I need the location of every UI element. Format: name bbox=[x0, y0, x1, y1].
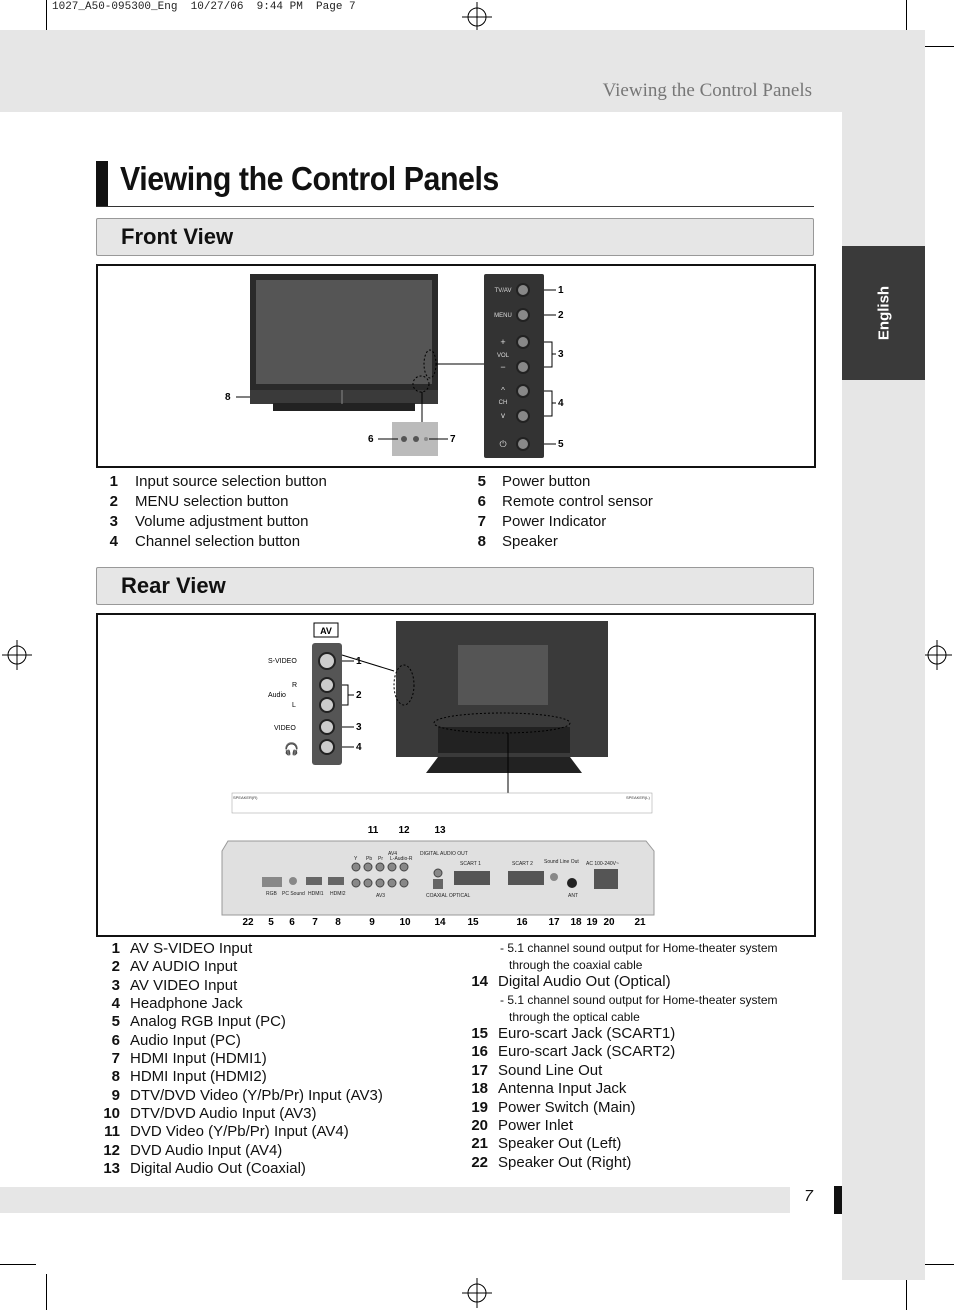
front-view-figure bbox=[96, 264, 816, 468]
tv-front-drawing bbox=[250, 274, 438, 411]
optical-note-line2: through the optical cable bbox=[509, 1010, 640, 1024]
front-callout-2: 2 bbox=[558, 310, 564, 321]
panel-label-laudior: L-Audio-R bbox=[390, 856, 413, 862]
panel-label-ant: ANT bbox=[568, 893, 578, 899]
rear-callout-1: 1 bbox=[356, 656, 362, 667]
running-header: Viewing the Control Panels bbox=[602, 80, 812, 101]
rear-callout-16: 16 bbox=[516, 917, 528, 928]
panel-label-av4: AV4 bbox=[388, 851, 398, 857]
rear-callout-17: 17 bbox=[548, 917, 560, 928]
av-box-label: AV bbox=[320, 626, 332, 636]
coaxial-note-line1: - 5.1 channel sound output for Home-theater system bbox=[500, 941, 778, 955]
headphone-icon: 🎧 bbox=[284, 742, 299, 756]
footer-band bbox=[0, 1187, 790, 1213]
registration-mark bbox=[2, 640, 32, 670]
svg-text:SPEAKER(L): SPEAKER(L) bbox=[626, 795, 650, 800]
page-title: Viewing the Control Panels bbox=[120, 160, 499, 197]
av-label-r: R bbox=[292, 682, 298, 689]
front-callout-8: 8 bbox=[225, 392, 231, 403]
av-label-l: L bbox=[292, 702, 296, 709]
rear-callout-3: 3 bbox=[356, 722, 362, 733]
front-view-header bbox=[96, 218, 814, 256]
panel-label-pcsound: PC Sound bbox=[282, 891, 305, 897]
panel-label-tvav: TV/AV bbox=[494, 288, 512, 294]
front-callout-4: 4 bbox=[558, 398, 564, 409]
rear-view-figure bbox=[96, 613, 816, 937]
rear-callout-13: 13 bbox=[434, 825, 446, 836]
rear-callout-12: 12 bbox=[398, 825, 410, 836]
panel-label-menu: MENU bbox=[494, 313, 512, 319]
rear-callout-11: 11 bbox=[367, 825, 379, 836]
panel-label-y: Y bbox=[354, 856, 358, 862]
panel-label-sound: Sound Line Out bbox=[544, 859, 579, 865]
panel-label-ac: AC 100-240V~ bbox=[586, 861, 619, 867]
panel-label-hdmi2: HDMI2 bbox=[330, 891, 346, 897]
panel-label-ch: CH bbox=[498, 400, 508, 406]
side-strip bbox=[842, 30, 925, 1280]
rear-view-header bbox=[96, 567, 814, 605]
panel-label-coaxial: COAXIAL OPTICAL bbox=[426, 893, 471, 899]
registration-mark bbox=[922, 640, 952, 670]
tv-rear-drawing bbox=[396, 621, 608, 773]
av-label-video: VIDEO bbox=[274, 725, 296, 732]
rear-callout-4: 4 bbox=[356, 742, 362, 753]
title-rule bbox=[96, 206, 814, 207]
rear-view-illustration bbox=[98, 615, 814, 935]
registration-mark bbox=[462, 2, 492, 32]
panel-label-scart2: SCART 2 bbox=[512, 861, 533, 867]
panel-label-down: v bbox=[501, 411, 505, 420]
panel-label-plus: + bbox=[500, 337, 506, 347]
title-bar-marker bbox=[96, 161, 108, 207]
panel-label-digital: DIGITAL AUDIO OUT bbox=[420, 851, 468, 857]
rear-callout-9: 9 bbox=[369, 917, 375, 928]
panel-label-up: ^ bbox=[501, 386, 505, 395]
front-callout-7: 7 bbox=[450, 434, 456, 445]
front-view-heading: Front View bbox=[121, 224, 234, 249]
rear-callout-8: 8 bbox=[335, 917, 341, 928]
rear-callout-6: 6 bbox=[289, 917, 295, 928]
front-callout-1: 1 bbox=[558, 285, 564, 296]
rear-callout-7: 7 bbox=[312, 917, 318, 928]
crop-mark bbox=[0, 1264, 36, 1265]
front-view-illustration bbox=[98, 266, 814, 466]
rear-callout-22: 22 bbox=[242, 917, 254, 928]
av-label-audio: Audio bbox=[268, 692, 286, 699]
registration-mark bbox=[462, 1278, 492, 1308]
crop-mark bbox=[46, 1274, 47, 1310]
rear-callout-10: 10 bbox=[399, 917, 411, 928]
rear-callout-19: 19 bbox=[586, 917, 598, 928]
panel-label-minus: − bbox=[500, 362, 506, 372]
panel-label-hdmi1: HDMI1 bbox=[308, 891, 324, 897]
front-callout-6: 6 bbox=[368, 434, 374, 445]
rear-callout-20: 20 bbox=[603, 917, 615, 928]
coaxial-note-line2: through the coaxial cable bbox=[509, 958, 643, 972]
panel-label-scart1: SCART 1 bbox=[460, 861, 481, 867]
print-slug: 1027_A50-095300_Eng 10/27/06 9:44 PM Page 7 bbox=[52, 1, 356, 13]
rear-legend-right: - 5.1 channel sound output for Home-theater system through the coaxial cable 14 Digital Audio Out (Optical) - 5.1 channel sound output for Home-theater system through the optical cable 15 Euro-scart Jack (SCART1) 16 Euro-scart Jack (SCART2) 17 Sound Line Out 18 Antenna Input Jack 19 Power Switch (Main) 20 Power Inlet 21 Speaker Out (Left) 22 Speaker Out (Right) bbox=[471, 941, 778, 1171]
av-label-svideo: S-VIDEO bbox=[268, 658, 297, 665]
language-tab bbox=[842, 246, 925, 380]
panel-label-power: ⏻ bbox=[499, 439, 507, 449]
panel-label-rgb: RGB bbox=[266, 891, 277, 897]
front-callout-3: 3 bbox=[558, 349, 564, 360]
rear-callout-2: 2 bbox=[356, 690, 362, 701]
svg-text:SPEAKER(R): SPEAKER(R) bbox=[233, 795, 258, 800]
panel-label-av3: AV3 bbox=[376, 893, 386, 899]
panel-label-pb: Pb bbox=[366, 856, 373, 862]
rear-callout-15: 15 bbox=[467, 917, 479, 928]
rear-view-heading: Rear View bbox=[121, 573, 226, 598]
rear-legend-left: 1 AV S-VIDEO Input 2 AV AUDIO Input 3 AV VIDEO Input 4 Headphone Jack 5 Analog RGB Input (PC) 6 Audio Input (PC) 7 HDMI Input (HDMI1) 8 HDMI Input (HDMI2) 9 DTV/DVD Video (Y/Pb/Pr) Input (AV3) 10 DTV/DVD Audio Input (AV3) 11 DVD Video (Y/Pb/Pr) Input (AV4) 12 DVD Audio Input (AV4) 13 Digital Audio Out (Coaxial) bbox=[103, 940, 383, 1177]
page-number-marker bbox=[834, 1186, 842, 1214]
front-callout-5: 5 bbox=[558, 439, 564, 450]
language-tab-label: English bbox=[875, 285, 892, 341]
page-number: 7 bbox=[804, 1188, 813, 1205]
optical-note-line1: - 5.1 channel sound output for Home-theater system bbox=[500, 993, 778, 1007]
rear-callout-14: 14 bbox=[434, 917, 446, 928]
panel-label-pr: Pr bbox=[378, 856, 383, 862]
rear-callout-5: 5 bbox=[268, 917, 274, 928]
panel-label-vol: VOL bbox=[496, 353, 510, 359]
rear-callout-18: 18 bbox=[570, 917, 582, 928]
front-legend: 1 Input source selection button 2 MENU selection button 3 Volume adjustment button 4 Channel selection button 5 Power button 6 Remote control sensor 7 Power Indicator 8 Speaker bbox=[109, 473, 653, 550]
rear-callout-21: 21 bbox=[634, 917, 646, 928]
